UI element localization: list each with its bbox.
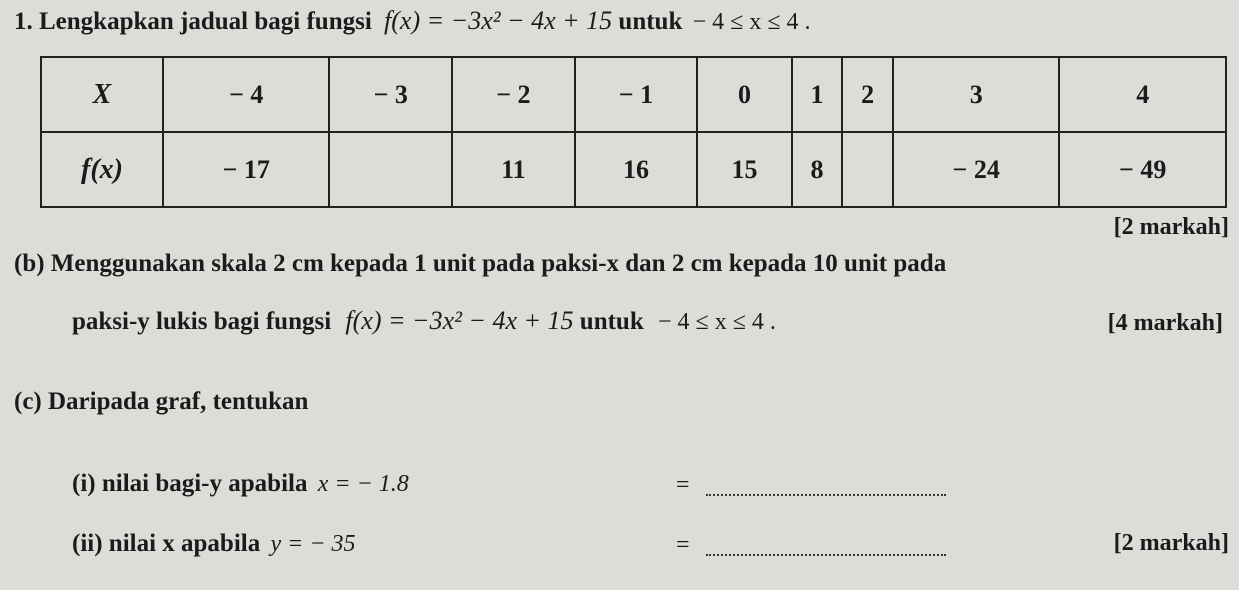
- x-cell: − 4: [163, 57, 329, 132]
- question-1-heading: [14, 6, 811, 36]
- part-b-marks: [4 markah]: [1107, 310, 1223, 336]
- fx-cell: 8: [792, 132, 843, 207]
- x-row: [41, 57, 1226, 132]
- x-cell: 1: [792, 57, 843, 132]
- fx-cell: 15: [697, 132, 791, 207]
- part-c-ii-equals: =: [676, 532, 690, 558]
- part-c-ii-condition: y = − 35: [270, 531, 356, 557]
- x-cell: − 3: [329, 57, 452, 132]
- part-c-i-equals: =: [676, 472, 690, 498]
- part-c-ii-label: (ii) nilai x apabila: [72, 530, 261, 557]
- part-c-ii: [72, 530, 356, 558]
- question-function: f(x) = −3x² − 4x + 15: [384, 6, 613, 35]
- part-b-line-2: [72, 306, 776, 336]
- part-c-i-answer-line: [706, 474, 946, 496]
- fx-cell: 11: [452, 132, 575, 207]
- part-b-text: paksi-y lukis bagi fungsi: [72, 308, 332, 335]
- part-b-line-1: (b) Menggunakan skala 2 cm kepada 1 unit pada paksi-x dan 2 cm kepada 10 unit pada: [14, 250, 947, 277]
- question-intro: Lengkapkan jadual bagi fungsi: [39, 8, 372, 35]
- part-c-marks: [2 markah]: [1113, 530, 1229, 556]
- fx-cell-blank: [842, 132, 893, 207]
- part-c-heading: (c) Daripada graf, tentukan: [14, 388, 309, 415]
- question-number: 1.: [14, 8, 33, 35]
- part-b-function: f(x) = −3x² − 4x + 15: [345, 306, 574, 335]
- fx-cell: − 17: [163, 132, 329, 207]
- x-cell: − 1: [575, 57, 698, 132]
- part-c-i: [72, 470, 409, 498]
- x-cell: 3: [893, 57, 1059, 132]
- fx-header: f(x): [41, 132, 163, 207]
- fx-cell: − 49: [1059, 132, 1226, 207]
- x-cell: 2: [842, 57, 893, 132]
- fx-row: [41, 132, 1226, 207]
- x-cell: 4: [1059, 57, 1226, 132]
- part-b-untuk: untuk: [579, 308, 644, 335]
- question-range: − 4 ≤ x ≤ 4 .: [692, 9, 811, 35]
- x-cell: − 2: [452, 57, 575, 132]
- x-header: X: [41, 57, 163, 132]
- part-b-range: − 4 ≤ x ≤ 4 .: [658, 309, 776, 335]
- value-table: [40, 56, 1227, 208]
- fx-cell: 16: [575, 132, 698, 207]
- part-c-ii-answer-line: [706, 534, 946, 556]
- fx-cell: − 24: [893, 132, 1059, 207]
- fx-cell-blank: [329, 132, 452, 207]
- x-cell: 0: [697, 57, 791, 132]
- part-c-i-condition: x = − 1.8: [317, 471, 409, 497]
- part-a-marks: [2 markah]: [1113, 214, 1229, 240]
- part-c-i-label: (i) nilai bagi-y apabila: [72, 470, 308, 497]
- question-untuk: untuk: [618, 8, 683, 35]
